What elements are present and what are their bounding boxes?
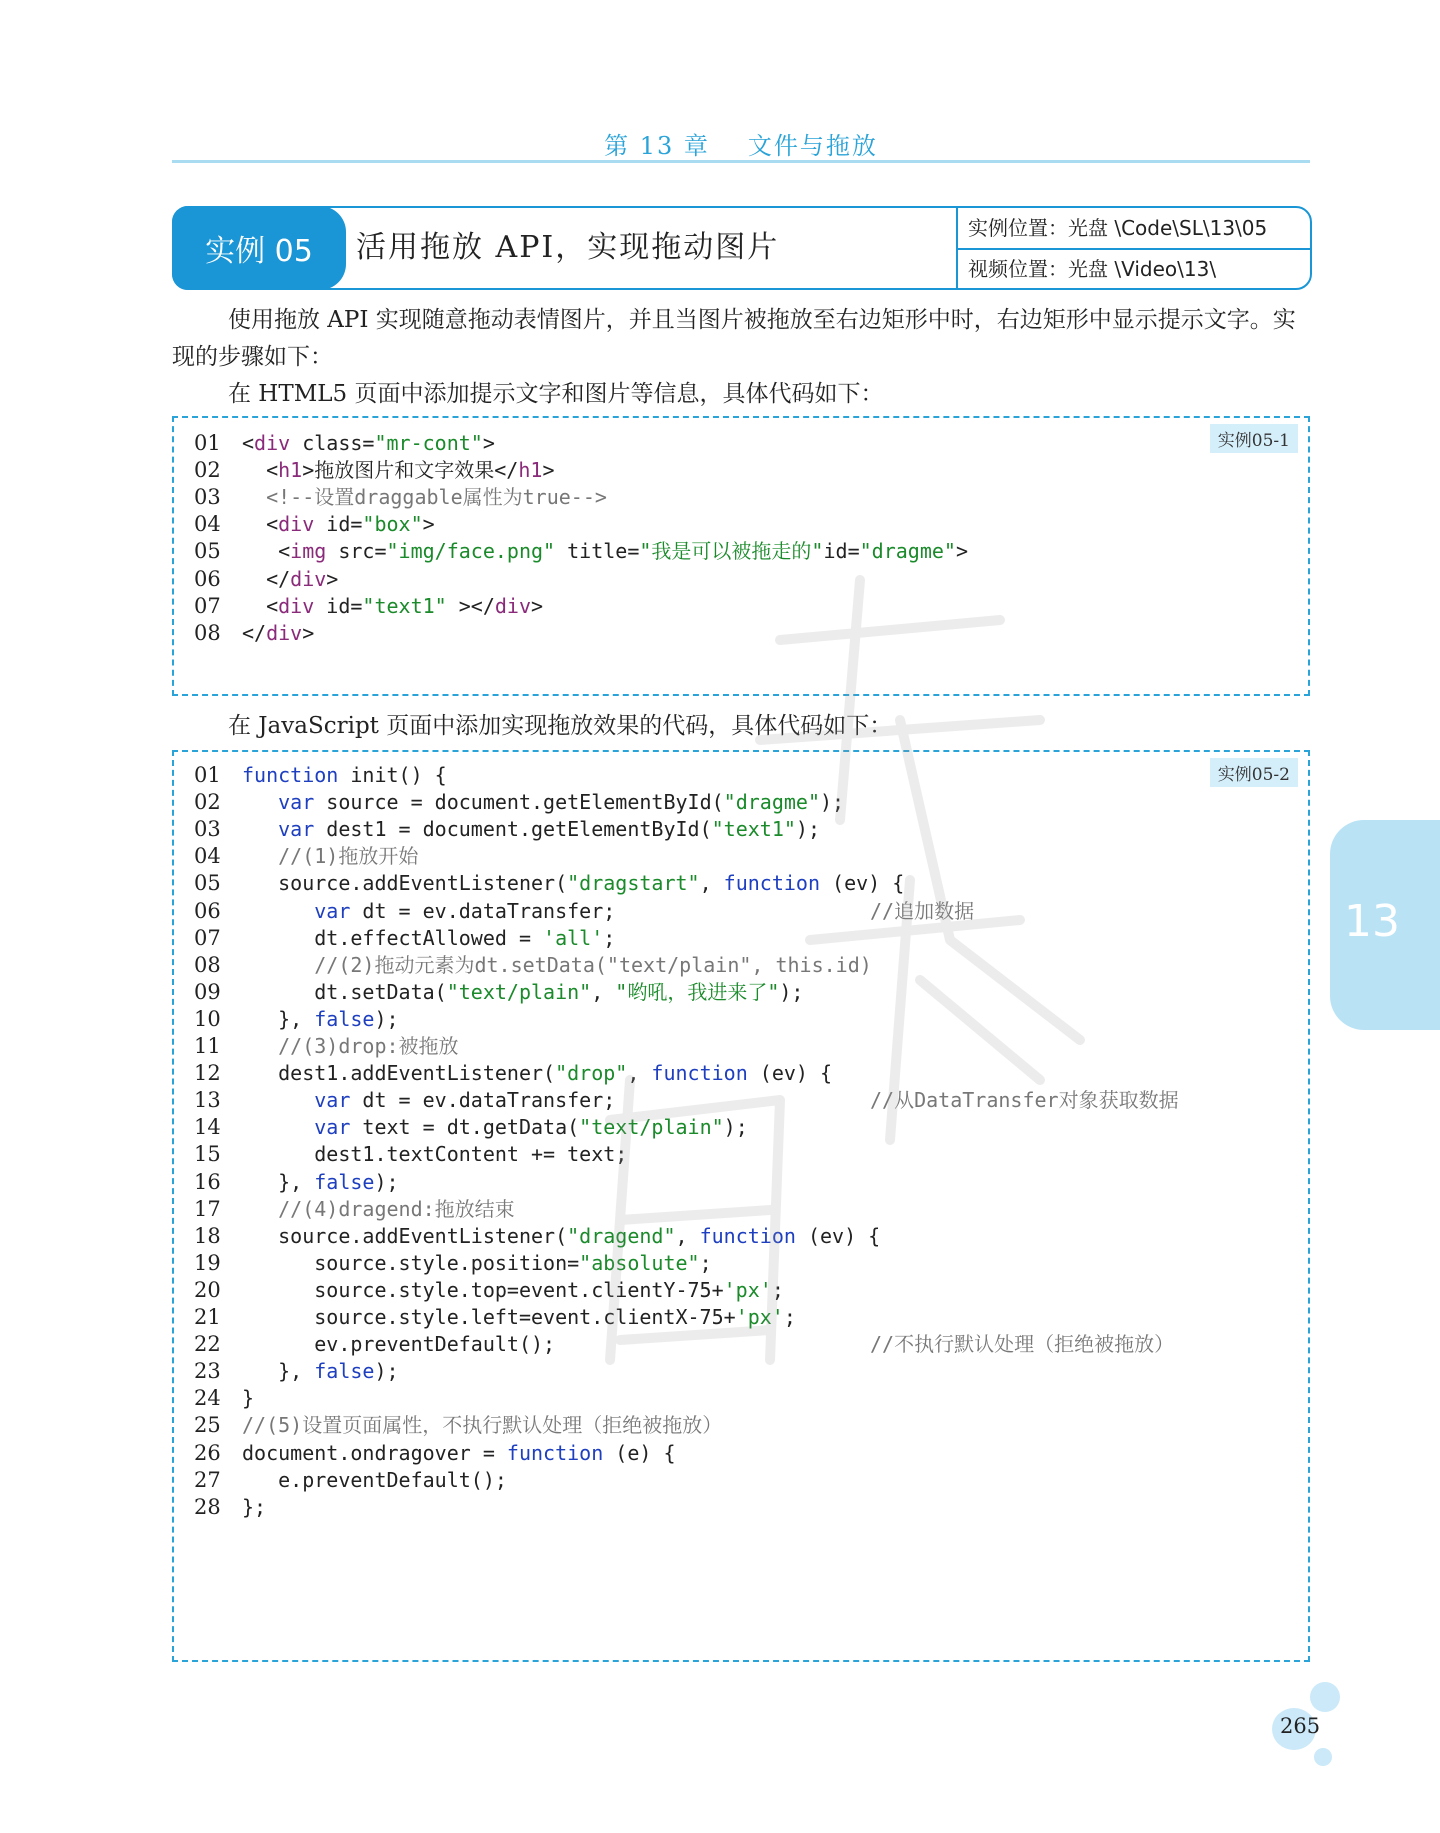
code-text: var source = document.getElementById("dragme");	[278, 790, 845, 815]
chapter-title: 文件与拖放	[747, 132, 878, 160]
code-text: //(1)拖放开始	[278, 844, 419, 869]
code-text: }, false);	[242, 1006, 399, 1031]
code-text: var dt = ev.dataTransfer;	[314, 898, 616, 923]
line-number: 18	[194, 1223, 221, 1248]
intro-paragraph: 使用拖放 API 实现随意拖动表情图片，并且当图片被拖放至右边矩形中时，右边矩形中显示提示文字。实现的步骤如下：	[172, 307, 1296, 370]
code-text: source.style.top=event.clientY-75+'px';	[242, 1277, 784, 1302]
code-text: </div>	[242, 620, 315, 645]
line-number: 03	[194, 485, 221, 510]
code-comment: //不执行默认处理（拒绝被拖放）	[870, 1332, 1175, 1357]
example-location-panel	[956, 208, 1312, 288]
line-number: 05	[194, 539, 221, 564]
code-label: 实例05-2	[1210, 758, 1298, 787]
code-text: document.ondragover = function (e) {	[242, 1440, 676, 1465]
page-bubble-tiny	[1314, 1748, 1332, 1766]
code-text: <div id="box">	[242, 512, 435, 537]
line-number: 07	[194, 593, 221, 618]
code-text: dt.effectAllowed = 'all';	[242, 925, 616, 950]
code-text: ev.preventDefault();	[242, 1332, 556, 1357]
line-number: 23	[194, 1359, 221, 1384]
code-text: <h1>拖放图片和文字效果</h1>	[242, 458, 555, 483]
code-text: source.addEventListener("dragstart", function (ev) {	[242, 871, 905, 896]
code-text: </div>	[242, 566, 339, 591]
code-text: }, false);	[242, 1169, 399, 1194]
example-header	[172, 206, 1312, 290]
video-location: 视频位置：光盘 \Video\13\	[958, 248, 1312, 288]
code-text: //(4)dragend:拖放结束	[278, 1196, 515, 1221]
code-text: //(5)设置页面属性，不执行默认处理（拒绝被拖放）	[242, 1413, 723, 1438]
line-number: 05	[194, 871, 221, 896]
line-number: 09	[194, 979, 221, 1004]
code-text: }	[242, 1386, 255, 1411]
code-text: //(2)拖动元素为dt.setData("text/plain", this.id)	[314, 952, 872, 977]
line-number: 24	[194, 1386, 221, 1411]
code-comment: //从DataTransfer对象获取数据	[870, 1088, 1179, 1113]
code-text: <div id="text1" ></div>	[242, 593, 544, 618]
line-number: 26	[194, 1440, 221, 1465]
code-text: dest1.textContent += text;	[242, 1142, 628, 1167]
js-step-paragraph: 在 JavaScript 页面中添加实现拖放效果的代码，具体代码如下：	[228, 713, 893, 739]
line-number: 27	[194, 1467, 221, 1492]
line-number: 14	[194, 1115, 221, 1140]
line-number: 22	[194, 1332, 221, 1357]
example-location: 实例位置：光盘 \Code\SL\13\05	[968, 216, 1268, 240]
page-number	[1274, 1706, 1324, 1752]
line-number: 06	[194, 566, 221, 591]
example-tag: 实例 05	[172, 206, 346, 290]
line-number: 17	[194, 1196, 221, 1221]
line-number: 02	[194, 458, 221, 483]
chapter-side-tab	[1330, 820, 1440, 1030]
code-text: var dest1 = document.getElementById("text1");	[278, 817, 820, 842]
code-text: }, false);	[242, 1359, 399, 1384]
line-number: 25	[194, 1413, 221, 1438]
header-rule	[172, 160, 1310, 163]
line-number: 01	[194, 431, 221, 455]
code-text: source.addEventListener("dragend", function (ev) {	[242, 1223, 881, 1248]
line-number: 12	[194, 1061, 221, 1086]
line-number: 21	[194, 1305, 221, 1329]
code-text: //(3)drop:被拖放	[278, 1034, 459, 1058]
line-number: 07	[194, 925, 221, 950]
code-text: };	[242, 1494, 267, 1519]
code-text: e.preventDefault();	[242, 1467, 507, 1492]
line-number: 08	[194, 952, 221, 977]
line-number: 03	[194, 817, 221, 842]
code-text: dt.setData("text/plain", "哟吼，我进来了");	[242, 979, 804, 1004]
code-text: dest1.addEventListener("drop", function (ev) {	[242, 1061, 833, 1086]
page-number-text: 265	[1280, 1714, 1321, 1738]
line-number: 11	[194, 1034, 221, 1058]
code-text: <div class="mr-cont">	[242, 431, 495, 455]
line-number: 01	[194, 763, 221, 787]
code-text: function init() {	[242, 763, 447, 787]
html-step-paragraph: 在 HTML5 页面中添加提示文字和图片等信息，具体代码如下：	[228, 381, 884, 407]
line-number: 13	[194, 1088, 221, 1113]
line-number: 28	[194, 1494, 221, 1519]
code-text: source.style.left=event.clientX-75+'px';	[242, 1305, 796, 1329]
line-number: 04	[194, 844, 221, 869]
chapter-number: 第 13 章	[604, 132, 710, 160]
code-comment: //追加数据	[870, 898, 975, 923]
line-number: 02	[194, 790, 221, 815]
side-tab-number: 13	[1344, 896, 1400, 947]
running-header	[172, 126, 1310, 161]
line-number: 19	[194, 1250, 221, 1275]
code-label: 实例05-1	[1210, 424, 1298, 453]
code-text: <img src="img/face.png" title="我是可以被拖走的"id="dragme">	[242, 539, 968, 564]
line-number: 08	[194, 620, 221, 645]
page-bubble-small	[1310, 1682, 1340, 1712]
line-number: 04	[194, 512, 221, 537]
line-number: 10	[194, 1006, 221, 1031]
line-number: 16	[194, 1169, 221, 1194]
code-text: <!--设置draggable属性为true-->	[266, 485, 607, 510]
code-block-html	[172, 416, 1310, 696]
example-title: 活用拖放 API，实现拖动图片	[356, 230, 780, 265]
code-text: source.style.position="absolute";	[242, 1250, 712, 1275]
code-block-js	[172, 750, 1310, 1662]
code-text: var dt = ev.dataTransfer;	[314, 1088, 616, 1113]
line-number: 06	[194, 898, 221, 923]
code-text: var text = dt.getData("text/plain");	[314, 1115, 748, 1140]
line-number: 20	[194, 1277, 221, 1302]
line-number: 15	[194, 1142, 221, 1167]
